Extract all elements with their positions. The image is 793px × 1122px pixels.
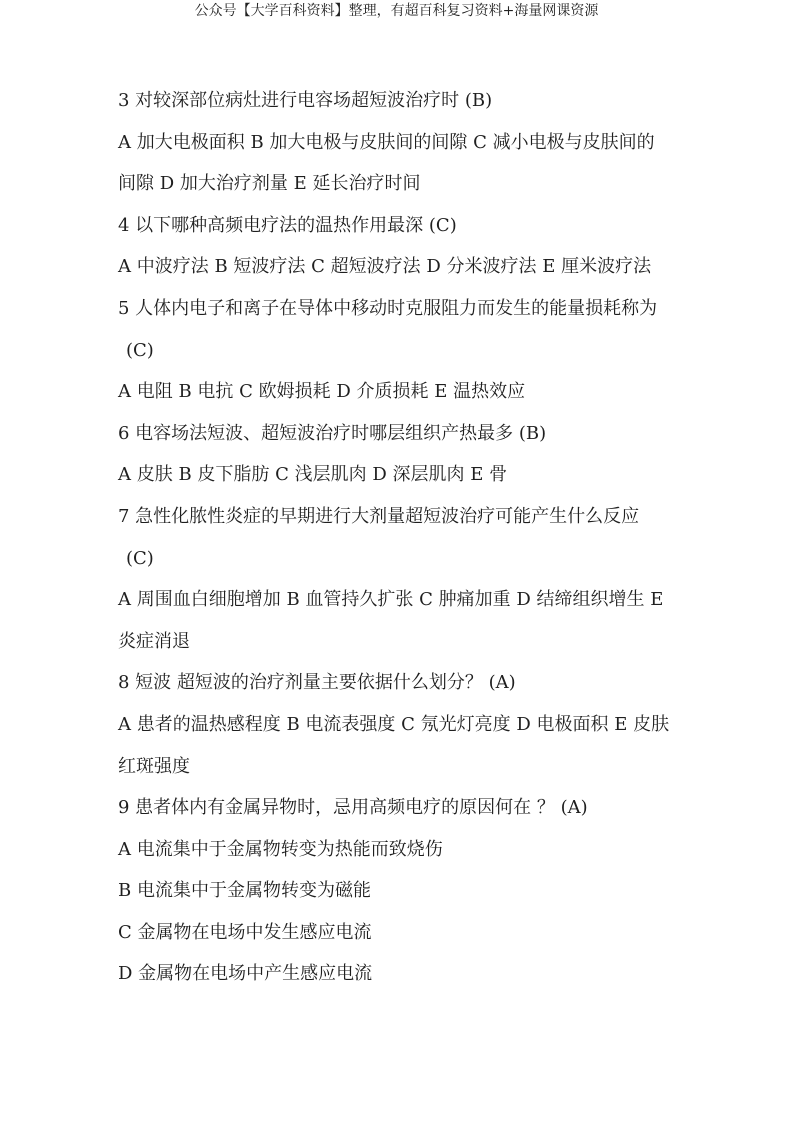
question-3-options: A 加大电极面积 B 加大电极与皮肤间的间隙 C 减小电极与皮肤间的 — [118, 131, 655, 153]
question-7-answer: (C) — [126, 547, 154, 569]
question-8-stem: 8 短波 超短波的治疗剂量主要依据什么划分？ (A) — [118, 672, 516, 694]
page-header: 公众号【大学百科资料】整理，有超百科复习资料+海量网课资源 — [194, 3, 599, 19]
question-4-options: A 中波疗法 B 短波疗法 C 超短波疗法 D 分米波疗法 E 厘米波疗法 — [118, 256, 652, 278]
question-3-stem: 3 对较深部位病灶进行电容场超短波治疗时 (B) — [118, 90, 493, 111]
question-6-options: A 皮肤 B 皮下脂肪 C 浅层肌肉 D 深层肌肉 E 骨 — [118, 464, 508, 486]
question-4-stem: 4 以下哪种高频电疗法的温热作用最深 (C) — [118, 214, 457, 236]
question-8-options-cont: 红斑强度 — [118, 755, 190, 777]
question-7-options-cont: 炎症消退 — [118, 630, 190, 652]
question-9-option-c: C 金属物在电场中发生感应电流 — [118, 921, 372, 943]
document-body — [118, 80, 678, 995]
question-9-option-a: A 电流集中于金属物转变为热能而致烧伤 — [118, 838, 443, 860]
question-7-options: A 周围血白细胞增加 B 血管持久扩张 C 肿痛加重 D 结缔组织增生 E — [118, 589, 664, 611]
question-6-stem: 6 电容场法短波、超短波治疗时哪层组织产热最多 (B) — [118, 422, 547, 444]
question-5-options: A 电阻 B 电抗 C 欧姆损耗 D 介质损耗 E 温热效应 — [118, 381, 526, 403]
question-3-options-cont: 间隙 D 加大治疗剂量 E 延长治疗时间 — [118, 173, 421, 195]
question-9-stem: 9 患者体内有金属异物时，忌用高频电疗的原因何在 ？ (A) — [118, 797, 588, 819]
question-5-answer: (C) — [126, 339, 154, 361]
question-7-stem: 7 急性化脓性炎症的早期进行大剂量超短波治疗可能产生什么反应 — [118, 505, 640, 527]
question-5-stem: 5 人体内电子和离子在导体中移动时克服阻力而发生的能量损耗称为 — [118, 297, 658, 319]
question-8-options: A 患者的温热感程度 B 电流表强度 C 氖光灯亮度 D 电极面积 E 皮肤 — [118, 713, 670, 735]
question-9-option-b: B 电流集中于金属物转变为磁能 — [118, 880, 371, 902]
question-9-option-d: D 金属物在电场中产生感应电流 — [118, 963, 373, 985]
